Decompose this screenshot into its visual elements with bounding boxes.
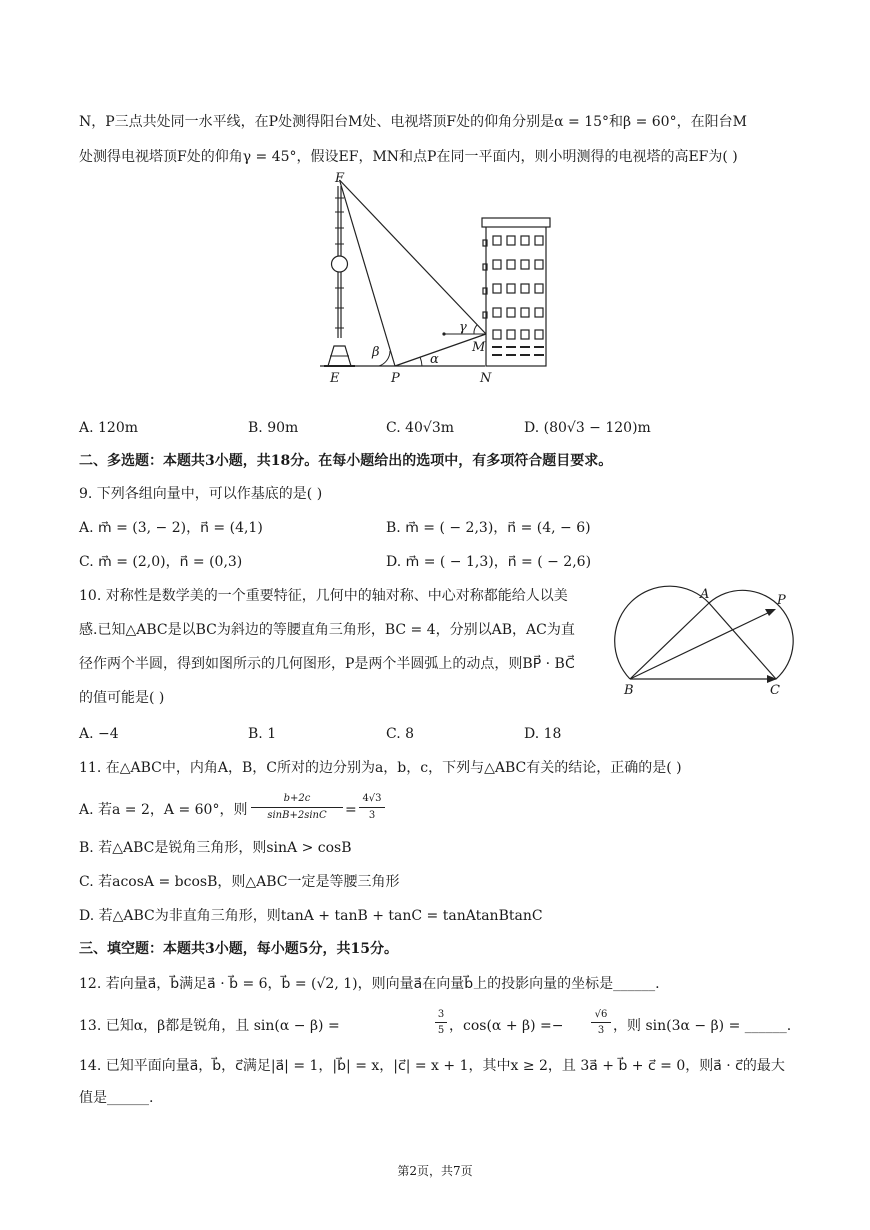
section-2-heading: 二、多选题：本题共3小题，共18分。在每小题给出的选项中，有多项符合题目要求。	[79, 453, 613, 469]
q13-text	[79, 1008, 792, 1046]
q13-frac2-num: √6	[594, 1009, 608, 1020]
result-denominator: 3	[368, 810, 376, 821]
q11-option-a-prefix: A. 若a = 2，A = 60°，则	[79, 802, 248, 818]
q8-option-c: C. 40√3m	[386, 420, 455, 436]
line-FM	[340, 180, 487, 334]
q9-option-c: C. m⃗ = (2,0)，n⃗ = (0,3)	[79, 554, 243, 570]
result-bar	[359, 807, 385, 808]
q9-option-b: B. m⃗ = ( − 2,3)，n⃗ = (4, − 6)	[386, 520, 591, 536]
q8-option-a: A. 120m	[79, 420, 139, 436]
q9-option-d: D. m⃗ = ( − 1,3)，n⃗ = ( − 2,6)	[386, 554, 592, 570]
q14-text-line2: 值是______.	[79, 1090, 154, 1106]
fraction-numerator: b+2c	[283, 793, 311, 804]
q13-mid: ，cos(α + β) =−	[449, 1018, 564, 1034]
label-A: A	[700, 587, 710, 602]
q13-frac2-den: 3	[597, 1025, 605, 1036]
section-3-heading: 三、填空题：本题共3小题，每小题5分，共15分。	[79, 941, 398, 957]
label-M: M	[472, 340, 486, 355]
q10-option-c: C. 8	[386, 726, 415, 742]
label-gamma: γ	[459, 320, 467, 335]
label-B: B	[624, 683, 634, 698]
q13-suffix: ，则 sin(3α − β) = ______.	[613, 1018, 792, 1034]
q13-frac1-den: 5	[437, 1025, 445, 1036]
semicircles-figure	[612, 582, 802, 702]
fraction-bar	[251, 807, 343, 808]
q10-option-a: A. −4	[79, 726, 119, 742]
label-P: P	[391, 371, 400, 386]
q13-prefix: 13. 已知α，β都是锐角，且 sin(α − β) =	[79, 1018, 340, 1034]
line-FP	[340, 180, 396, 366]
q13-frac1-num: 3	[437, 1009, 445, 1020]
q11-option-b: B. 若△ABC是锐角三角形，则sinA > cosB	[79, 840, 352, 856]
q11-stem: 11. 在△ABC中，内角A，B，C所对的边分别为a，b，c，下列与△ABC有关的结论，正确的是( )	[79, 760, 682, 776]
q14-text-line1: 14. 已知平面向量a⃗，b⃗，c⃗满足|a⃗| = 1，|b⃗| = x，|c⃗| = x + 1，其中x ≥ 2，且 3a⃗ + b⃗ + c⃗ = 0，则a⃗ · c⃗的最大	[79, 1058, 785, 1074]
label-N: N	[480, 371, 492, 386]
q11-option-c: C. 若acosA = bcosB，则△ABC一定是等腰三角形	[79, 874, 400, 890]
q8-text-line2: 处测得电视塔顶F处的仰角γ = 45°，假设EF，MN和点P在同一平面内，则小明测得的电视塔的高EF为( )	[79, 149, 738, 165]
q10-text-line3: 径作两个半圆，得到如图所示的几何图形，P是两个半圆弧上的动点，则BP⃗ · BC⃗	[79, 656, 575, 672]
fraction-denominator: sinB+2sinC	[267, 810, 327, 821]
q10-text-line2: 感.已知△ABC是以BC为斜边的等腰直角三角形，BC = 4，分别以AB，AC为直	[79, 622, 575, 638]
q10-option-d: D. 18	[524, 726, 562, 742]
label-beta: β	[372, 345, 380, 360]
semicircle-AB	[615, 586, 709, 679]
result-numerator: 4√3	[362, 793, 382, 804]
q9-option-a: A. m⃗ = (3, − 2)，n⃗ = (4,1)	[79, 520, 263, 536]
label-P: P	[777, 593, 786, 608]
vector-BP	[630, 610, 774, 679]
q11-option-d: D. 若△ABC为非直角三角形，则tanA + tanB + tanC = tanAtanBtanC	[79, 908, 543, 924]
tower-building-figure	[300, 168, 570, 390]
label-F: F	[335, 171, 345, 186]
q8-text-line1: N，P三点共处同一水平线，在P处测得阳台M处、电视塔顶F处的仰角分别是α = 15°和β = 60°，在阳台M	[79, 114, 747, 130]
q8-option-b: B. 90m	[248, 420, 299, 436]
q10-option-b: B. 1	[248, 726, 277, 742]
q10-text-line4: 的值可能是( )	[79, 690, 165, 706]
q10-text-line1: 10. 对称性是数学美的一个重要特征，几何中的轴对称、中心对称都能给人以美	[79, 588, 568, 604]
q8-option-d: D. (80√3 − 120)m	[524, 420, 651, 436]
page-footer: 第2页，共7页	[397, 1164, 473, 1178]
label-E: E	[330, 371, 340, 386]
q9-stem: 9. 下列各组向量中，可以作基底的是( )	[79, 486, 323, 502]
label-alpha: α	[430, 352, 439, 367]
q12-text: 12. 若向量a⃗，b⃗满足a⃗ · b⃗ = 6，b⃗ = (√2, 1)，则向量a⃗在向量b⃗上的投影向量的坐标是______.	[79, 976, 660, 992]
label-C: C	[770, 683, 780, 698]
